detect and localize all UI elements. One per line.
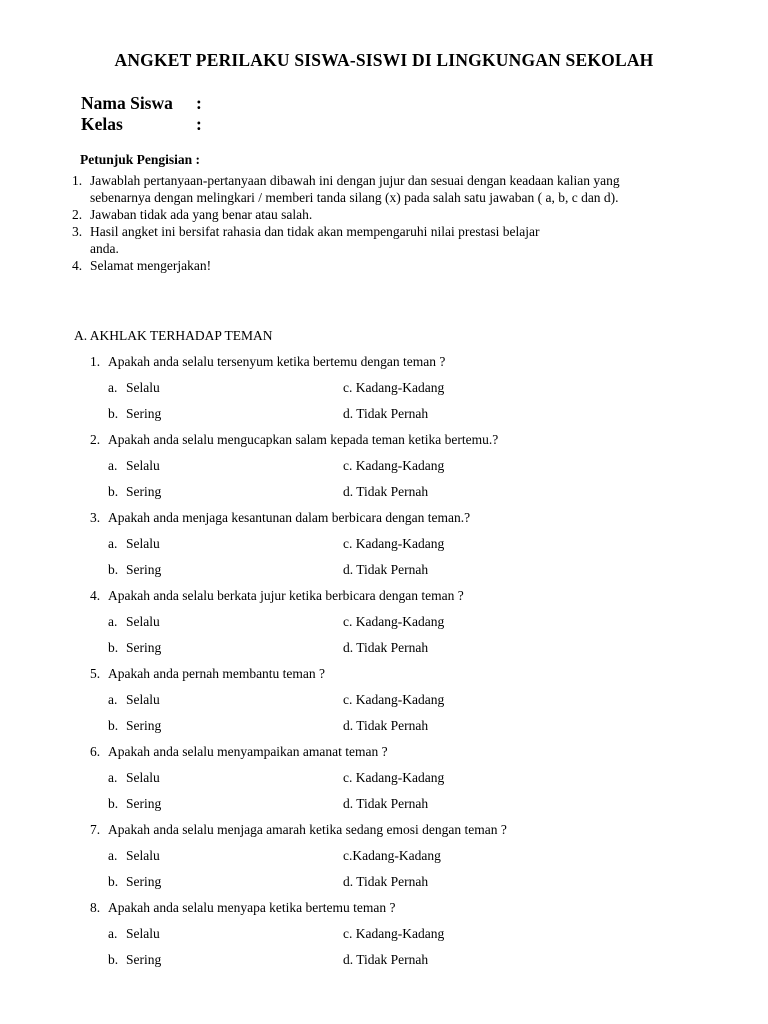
answer-option-c[interactable]: c. Kadang-Kadang: [343, 692, 445, 707]
question-number: 3.: [90, 510, 101, 525]
answer-option-b[interactable]: [108, 796, 161, 812]
question-text: Apakah anda selalu menyampaikan amanat teman ?: [108, 744, 388, 759]
section-title: A. AKHLAK TERHADAP TEMAN: [74, 328, 273, 343]
instructions-heading: Petunjuk Pengisian :: [80, 152, 201, 167]
option-text: Selalu: [126, 848, 160, 863]
instruction-text: Hasil angket ini bersifat rahasia dan tidak akan mempengaruhi nilai prestasi belajar: [90, 224, 540, 239]
option-text: Sering: [126, 484, 162, 499]
answer-option-b[interactable]: [108, 640, 161, 656]
option-letter: a.: [108, 692, 118, 707]
instruction-number: 2.: [72, 207, 83, 222]
answer-option-a[interactable]: [108, 614, 160, 630]
answer-option-b[interactable]: [108, 874, 161, 890]
question-number: 2.: [90, 432, 101, 447]
question-text: Apakah anda selalu menyapa ketika bertemu teman ?: [108, 900, 396, 915]
question: [90, 900, 396, 916]
option-text: Sering: [126, 874, 162, 889]
student-name-colon: :: [196, 93, 202, 113]
option-letter: b.: [108, 718, 119, 733]
student-name-row: [81, 93, 202, 114]
answer-option-c[interactable]: c. Kadang-Kadang: [343, 458, 445, 473]
answer-option-d[interactable]: d. Tidak Pernah: [343, 796, 429, 811]
student-class-colon: :: [196, 114, 202, 134]
question-number: 5.: [90, 666, 101, 681]
question-text: Apakah anda selalu menjaga amarah ketika sedang emosi dengan teman ?: [108, 822, 507, 837]
question: [90, 588, 464, 604]
answer-option-c[interactable]: c. Kadang-Kadang: [343, 536, 445, 551]
answer-option-d[interactable]: d. Tidak Pernah: [343, 952, 429, 967]
option-text: Selalu: [126, 692, 160, 707]
answer-option-c[interactable]: c.Kadang-Kadang: [343, 848, 441, 863]
instruction-number: 1.: [72, 173, 83, 188]
option-text: Sering: [126, 718, 162, 733]
option-text: Selalu: [126, 770, 160, 785]
question: [90, 666, 325, 682]
option-letter: b.: [108, 562, 119, 577]
answer-option-a[interactable]: [108, 692, 160, 708]
student-class-label: Kelas: [81, 114, 123, 134]
question-text: Apakah anda menjaga kesantunan dalam berbicara dengan teman.?: [108, 510, 471, 525]
question: [90, 822, 507, 838]
option-letter: b.: [108, 484, 119, 499]
option-letter: a.: [108, 614, 118, 629]
option-letter: a.: [108, 536, 118, 551]
answer-option-a[interactable]: [108, 380, 160, 396]
answer-option-d[interactable]: d. Tidak Pernah: [343, 874, 429, 889]
instruction-text: Selamat mengerjakan!: [90, 258, 212, 273]
answer-option-b[interactable]: [108, 952, 161, 968]
instruction-item: [72, 257, 712, 274]
option-letter: b.: [108, 640, 119, 655]
question: [90, 510, 470, 526]
question: [90, 432, 498, 448]
student-name-label: Nama Siswa: [81, 93, 173, 113]
question-text: Apakah anda selalu mengucapkan salam kepada teman ketika bertemu.?: [108, 432, 499, 447]
answer-option-b[interactable]: [108, 406, 161, 422]
option-text: Sering: [126, 406, 162, 421]
answer-option-b[interactable]: [108, 562, 161, 578]
answer-option-a[interactable]: [108, 926, 160, 942]
answer-option-c[interactable]: c. Kadang-Kadang: [343, 614, 445, 629]
option-letter: a.: [108, 926, 118, 941]
option-text: Selalu: [126, 458, 160, 473]
option-letter: a.: [108, 458, 118, 473]
option-text: Selalu: [126, 380, 160, 395]
option-text: Sering: [126, 562, 162, 577]
question-text: Apakah anda selalu tersenyum ketika bertemu dengan teman ?: [108, 354, 446, 369]
question: [90, 744, 388, 760]
instruction-number: 4.: [72, 258, 83, 273]
option-letter: a.: [108, 380, 118, 395]
option-text: Selalu: [126, 926, 160, 941]
instruction-item: [72, 172, 712, 206]
answer-option-d[interactable]: d. Tidak Pernah: [343, 718, 429, 733]
question-text: Apakah anda selalu berkata jujur ketika berbicara dengan teman ?: [108, 588, 464, 603]
instruction-text: sebenarnya dengan melingkari / memberi tanda silang (x) pada salah satu jawaban ( a, b, c dan d).: [90, 190, 619, 205]
option-text: Sering: [126, 640, 162, 655]
option-text: Sering: [126, 796, 162, 811]
instruction-text: Jawaban tidak ada yang benar atau salah.: [90, 207, 313, 222]
option-letter: b.: [108, 874, 119, 889]
option-letter: a.: [108, 770, 118, 785]
answer-option-a[interactable]: [108, 848, 160, 864]
answer-option-a[interactable]: [108, 770, 160, 786]
page-title: ANGKET PERILAKU SISWA-SISWI DI LINGKUNGAN SEKOLAH: [114, 50, 654, 70]
option-text: Selalu: [126, 536, 160, 551]
answer-option-d[interactable]: d. Tidak Pernah: [343, 406, 429, 421]
option-letter: b.: [108, 406, 119, 421]
answer-option-b[interactable]: [108, 484, 161, 500]
question-text: Apakah anda pernah membantu teman ?: [108, 666, 326, 681]
option-text: Selalu: [126, 614, 160, 629]
option-letter: a.: [108, 848, 118, 863]
instruction-item: [72, 206, 712, 223]
instruction-text: anda.: [90, 241, 119, 256]
question: [90, 354, 445, 370]
instruction-text: Jawablah pertanyaan-pertanyaan dibawah ini dengan jujur dan sesuai dengan keadaan kalian yang: [90, 173, 620, 188]
answer-option-c[interactable]: c. Kadang-Kadang: [343, 926, 445, 941]
option-letter: b.: [108, 952, 119, 967]
answer-option-a[interactable]: [108, 458, 160, 474]
instruction-number: 3.: [72, 224, 83, 239]
answer-option-c[interactable]: c. Kadang-Kadang: [343, 380, 445, 395]
question-number: 7.: [90, 822, 101, 837]
answer-option-d[interactable]: d. Tidak Pernah: [343, 562, 429, 577]
instruction-item: [72, 223, 712, 257]
answer-option-c[interactable]: c. Kadang-Kadang: [343, 770, 445, 785]
student-class-row: [81, 114, 202, 135]
answer-option-b[interactable]: [108, 718, 161, 734]
option-text: Sering: [126, 952, 162, 967]
question-number: 6.: [90, 744, 101, 759]
answer-option-a[interactable]: [108, 536, 160, 552]
question-number: 8.: [90, 900, 101, 915]
question-number: 1.: [90, 354, 101, 369]
option-letter: b.: [108, 796, 119, 811]
answer-option-d[interactable]: d. Tidak Pernah: [343, 640, 429, 655]
answer-option-d[interactable]: d. Tidak Pernah: [343, 484, 429, 499]
question-number: 4.: [90, 588, 101, 603]
